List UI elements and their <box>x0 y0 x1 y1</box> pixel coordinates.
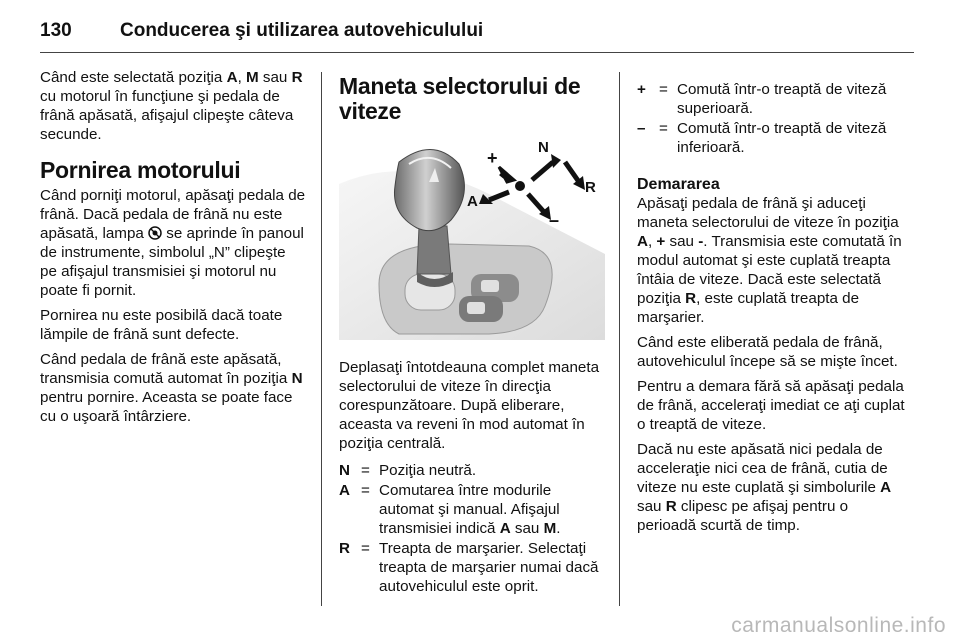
start-paragraph-2: Pornirea nu este posibilă dacă toate lămpile de frână sunt defecte. <box>40 307 283 343</box>
definition-r: R = Treapta de marşarier. Selectaţi treapta de marşarier numai dacă autovehiculul este oprit. <box>339 540 599 595</box>
definition-minus: – = Comută într-o treaptă de viteză inferioară. <box>637 120 887 156</box>
column-2 <box>339 68 606 597</box>
figure-label-plus: + <box>487 148 498 168</box>
header-rule <box>40 52 914 53</box>
departure-paragraph-1: Apăsaţi pedala de frână şi aduceţi maneta selectorului de viteze în poziţia A, + sau -. Transmisia este comutată în modul automat şi este cuplată treapta întâia de viteze. Dacă este selectată poziţia R, este cuplată treapta de marşarier. <box>637 195 902 326</box>
page-header <box>40 14 920 48</box>
gear-selector-illustration <box>339 134 605 340</box>
brake-pedal-lamp-icon <box>148 226 162 240</box>
departure-paragraph-2: Când este eliberată pedala de frână, autovehiculul începe să se mişte încet. <box>637 334 898 370</box>
figure-label-r: R <box>585 179 596 196</box>
start-paragraph-1: Când porniţi motorul, apăsaţi pedala de frână. Dacă pedala de frână nu este apăsată, lampa se aprinde în panoul de instrumente, simbolul „N” clipeşte pe afişajul transmisiei şi motorul nu poate fi pornit. <box>40 187 306 299</box>
watermark: carmanualsonline.info <box>731 614 946 637</box>
selector-paragraph: Deplasaţi întotdeauna complet maneta selectorului de viteze în direcţia corespunzătoare. După eliberare, aceasta va reveni în mod automat în poziţia centrală. <box>339 359 600 452</box>
section-heading-selector-lever: Maneta selectorului de viteze <box>339 73 581 124</box>
departure-paragraph-4: Dacă nu este apăsată nici pedala de acceleraţie nici cea de frână, cutia de viteze nu este cuplată şi simbolurile A sau R clipesc pe afişaj pentru o perioadă scurtă de timp. <box>637 441 892 534</box>
column-divider-2 <box>619 72 620 606</box>
column-3 <box>637 80 905 541</box>
figure-label-a: A <box>467 193 478 210</box>
column-1 <box>40 68 306 432</box>
departure-paragraph-3: Pentru a demara fără să apăsaţi pedala de frână, acceleraţi imediat ce aţi cuplat o treaptă de viteze. <box>637 378 905 433</box>
definition-a: A = Comutarea între modurile automat şi manual. Afişajul transmisiei indică A sau M. <box>339 482 561 537</box>
section-heading-departure: Demararea <box>637 176 720 193</box>
page-number: 130 <box>40 20 72 41</box>
page-title: Conducerea şi utilizarea autovehiculului <box>120 20 484 41</box>
figure-label-minus: – <box>549 210 560 230</box>
intro-paragraph: Când este selectată poziţia A, M sau R cu motorul în funcţiune şi pedala de frână apăsată, afişajul clipeşte câteva secunde. <box>40 69 303 143</box>
definition-n: N = Poziţia neutră. <box>339 462 477 479</box>
definition-plus: + = Comută într-o treaptă de viteză superioară. <box>637 81 887 117</box>
column-divider-1 <box>321 72 322 606</box>
start-paragraph-3: Când pedala de frână este apăsată, transmisia comută automat în poziţia N pentru pornire. Aceasta se poate face cu o uşoară întârziere. <box>40 351 303 425</box>
figure-label-n: N <box>538 139 549 156</box>
section-heading-start-engine: Pornirea motorului <box>40 157 241 183</box>
